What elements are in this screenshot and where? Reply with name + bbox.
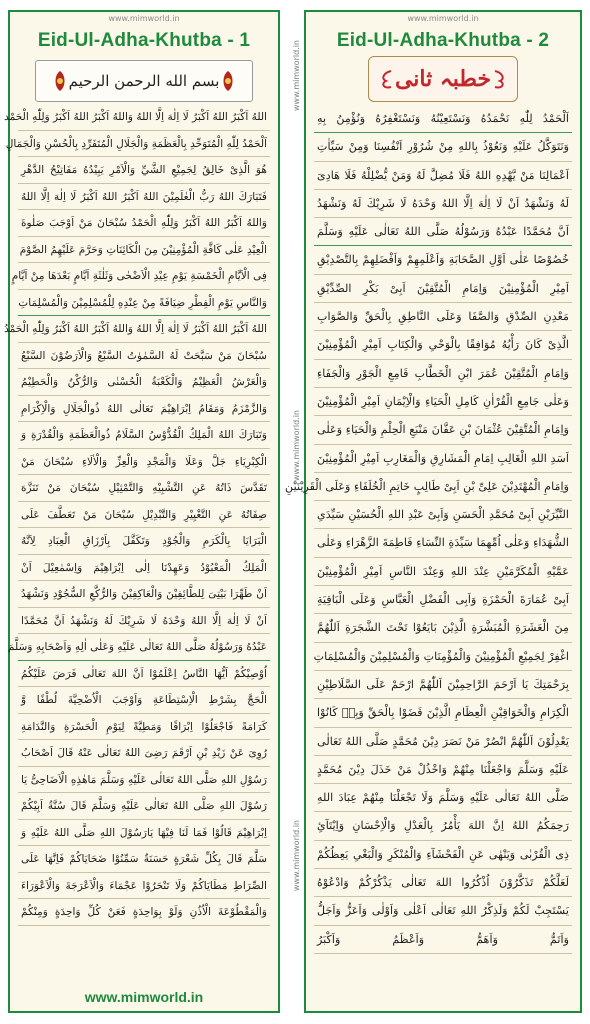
khutba-sani-text: خطبہ ثانی xyxy=(394,66,492,92)
khutba-1-title: Eid-Ul-Adha-Khutba - 1 xyxy=(37,30,251,51)
text-line: عَبْدُهُ وَرَسُوْلُهُ صَلَّى اللهُ تَعَالٰى عَلَيْهِ وَعَلٰى اٰلِهِ وَاَصْحَابِهِ وَسَلَّمَ xyxy=(18,634,270,661)
text-line: اَنَّ مُحَمَّدًا عَبْدُهُ وَرَسُوْلُهُ صَلَّى اللهُ تَعَالٰى عَلَيْهِ وَسَلَّمَ xyxy=(314,218,572,246)
text-line: هُوَ الَّذِىْ خَالِقُ لِجَمِيْعِ الشَّيِّ وَالْاَمْرِ يَبِيْدُهُ مَفَاتِيْحُ الدَّهْرِ xyxy=(18,157,270,184)
text-line: وَالْمَقْطُوْعَةَ الْاُذُنِ وَلَوْ بِوَاحِدَةٍ فَعَنْ كُلِّ وَاحِدَةٍ وَمِنْكُمْ xyxy=(18,899,270,926)
text-line: اَلْحَمْدُ لِلّٰهِ نَحْمَدُهُ وَنَسْتَعِيْنُهُ وَنَسْتَغْفِرُهُ وَنُؤْمِنُ بِهِ xyxy=(314,105,572,133)
khutba-sani-header xyxy=(368,56,518,102)
text-line: وَاللهُ اَكْبَرُ اللهُ اَكْبَرُ وَلِلّٰهِ الْحَمْدُ سُبْحَانَ مَنْ اَوْجَبَ صَلٰوةَ xyxy=(18,210,270,237)
khutba-1-panel xyxy=(4,10,280,1013)
text-line: عَمَّيْهِ الْمُكَرَّمَيْنِ عِنْدَ اللهِ وَعِنْدَ النَّاسِ اَمِيْرِ الْمُؤْمِنِيْنَ xyxy=(314,558,572,586)
text-line: لَهُ وَنَشْهَدُ اَنْ لَا اِلٰهَ اِلَّا اللهُ وَحْدَهُ لَا شَرِيْكَ لَهُ وَنَشْهَدُ xyxy=(314,190,572,218)
text-line: الَّذِىْ كَانَ رَأْيُهُ مُوَافِقًا بِالْوَحْىِ وَالْكِتَابِ اَمِيْرِ الْمُؤْمِنِيْنَ xyxy=(314,331,572,359)
text-line: وَالزَّمْزَمُ وَمَقَامُ اِبْرَاهِيْمَ تَعَالٰى اللهُ ذُوالْجَلَالِ وَالْاِكْرَامِ xyxy=(18,396,270,423)
text-line: رَسُوْلَ اللهِ صَلَّى اللهُ تَعَالٰى عَلَيْهِ وَسَلَّمَ قَالَ سُنَّةُ اَبِيْكُمْ xyxy=(18,793,270,820)
text-line: كَرَامَةً فَاجْعَلُوْا اِبْرَاقًا وَمَطِيَّةً لِيَوْمِ الْحَسْرَةِ وَالنَّدَامَةِ xyxy=(18,714,270,741)
text-line: الْكِبْرِيَاءِ جَلَّ وَعَلَا وَالْمَجْدِ وَالْعِزِّ وَالْاٰلَاءِ سُبْحَانَ مَنْ xyxy=(18,449,270,476)
text-line: الْعِيْدِ عَلٰى كَافَّةِ الْمُؤْمِنِيْنَ مِنَ الْكَائِنَاتِ وَحَرَّمَ عَلَيْهِمُ الصَّوْمَ xyxy=(18,237,270,264)
text-line: سَلَّمَ قَالَ بِكُلِّ شَعْرَةٍ حَسَنَةٌ سَمِّنُوْا ضَحَايَاكُمْ فَاِنَّهَا عَلَى xyxy=(18,846,270,873)
text-line: وَالنَّاسِ يَوْمِ الْفِطْرِ ضِيَافَةً مِنْ عِنْدِهِ لِلْمُسْلِمِيْنَ وَالْمُسْلِمَاتِ xyxy=(18,290,270,317)
text-line: اَنْ طَهِّرَا بَيْتِىَ لِلطَّائِفِيْنَ وَالْعَاكِفِيْنَ وَالرُّكَّعِ السُّجُوْدِ وَنَشْهَدُ xyxy=(18,581,270,608)
side-watermark: www.mimworld.in xyxy=(292,820,301,892)
bismillah-header xyxy=(35,60,253,102)
text-line: اَنْ لَا اِلٰهَ اِلَّا اللهُ وَحْدَهُ لَا شَرِيْكَ لَهُ وَنَشْهَدُ اَنَّ مُحَمَّدًا xyxy=(18,608,270,635)
top-watermark: www.mimworld.in xyxy=(108,14,180,23)
text-line: يَسْتَجِبْ لَكُمْ وَلَذِكْرُ اللهِ تَعَالٰى اَعْلٰى وَاَوْلٰى وَاَعَزُّ وَاَجَلُّ xyxy=(314,897,572,925)
text-line: اللهُ اَكْبَرُ اللهُ اَكْبَرُ لَا اِلٰهَ اِلَّا اللهُ وَاللهُ اَكْبَرُ اللهُ اَكْبَرُ وَلِلّٰهِ الْحَمْدُ xyxy=(18,316,270,343)
text-line: مِنَ الْعَشَرَةِ الْمُبَشَّرَةِ الَّذِيْنَ بَايَعُوْا تَحْتَ الشَّجَرَةِ اَللّٰهُمَّ xyxy=(314,614,572,642)
text-line: الْمَلِكُ الْمَعْبُوْدُ وَعَهِدْنَا اِلٰى اِبْرَاهِيْمَ وَاِسْمٰعِيْلَ اَنْ xyxy=(18,555,270,582)
text-line: وَنَتَوَكَّلُ عَلَيْهِ وَنَعُوْذُ بِاللهِ مِنْ شُرُوْرِ اَنْفُسِنَا وَمِنْ سَيِّاٰتِ xyxy=(314,133,572,161)
text-line: الْحَجَّ بِشَرْطِ الْاِسْتِطَاعَةِ وَاَوْجَبَ الْاُضْحِيَّةَ لُطْفًا وَّ xyxy=(18,687,270,714)
text-line: بِرَحْمَتِكَ يَا اَرْحَمَ الرَّاحِمِيْنَ اَللّٰهُمَّ ارْحَمْ عَلَى السَّلَاطِيْنِ xyxy=(314,671,572,699)
text-line: اغْفِرْ لِجَمِيْعِ الْمُؤْمِنِيْنَ وَالْمُؤْمِنَاتِ وَالْمُسْلِمِيْنَ وَالْمُسْلِمَاتِ xyxy=(314,643,572,671)
text-line: اَعْمَالِنَا مَنْ يَّهْدِهِ اللهُ فَلَا مُضِلَّ لَهُ وَمَنْ يُّضْلِلْهُ فَلَا هَادِىَ xyxy=(314,162,572,190)
text-line: اَسَدِ اللهِ الْغَالِبِ اِمَامِ الْمَشَارِقِ وَالْمَغَارِبِ اَمِيْرِ الْمُؤْمِنِيْنَ xyxy=(314,445,572,473)
text-line: النَّيِّرَيْنِ اَبِىْ مُحَمَّدِ الْحَسَنِ وَاَبِىْ عَبْدِ اللهِ الْحُسَيْنِ سَيِّدَىِ xyxy=(314,501,572,529)
text-line: وَاِمَامِ الْمُتَّقِيْنَ عُثْمَانَ بْنِ عَفَّانَ مَنْبَعِ الْحِلْمِ وَالْحَيَاءِ وَعَلٰى xyxy=(314,416,572,444)
text-line: تَقَدَّسَ ذَاتُهُ عَنِ التَّشْبِيْهِ وَالتَّمْثِيْلِ سُبْحَانَ مَنْ تَنَزَّهَ xyxy=(18,475,270,502)
text-line: مَعْدِنِ الصِّدْقِ وَالصَّفَا وَعَلَى النَّاطِقِ بِالْحَقِّ وَالصَّوَابِ xyxy=(314,303,572,331)
text-line: الشُّهَدَاءِ وَعَلٰى اُمِّهِمَا سَيِّدَةِ النِّسَاءِ فَاطِمَةَ الزَّهْرَاءِ وَعَلٰى xyxy=(314,529,572,557)
text-line: اَمِيْرِ الْمُؤْمِنِيْنَ وَاِمَامِ الْمُتَّقِيْنَ اَبِىْ بَكْرِ الصِّدِّيْقِ xyxy=(314,275,572,303)
text-line: الْبَرَايَا بِالْكَرَمِ وَالْجُوْدِ وَتَكَفَّلَ بِاَرْزَاقِ الْعِبَادِ لِاَنَّهُ xyxy=(18,528,270,555)
text-line: رَسُوْلِ اللهِ صَلَّى اللهُ تَعَالٰى عَلَيْهِ وَسَلَّمَ مَاهٰذِهِ الْاَضَاحِىُّ يَا xyxy=(18,767,270,794)
side-watermark: www.mimworld.in xyxy=(292,40,301,112)
text-line: خُصُوْصًا عَلٰى اَوَّلِ الصَّحَابَةِ وَاَعْلَمِهِمْ وَاَفْضَلِهِمْ بِالتَّصْدِيْقِ xyxy=(314,246,572,274)
text-line: رُوِىَ عَنْ زَيْدِ بْنِ اَرْقَمَ رَضِىَ اللهُ تَعَالٰى عَنْهُ قَالَ اَصْحَابُ xyxy=(18,740,270,767)
text-line: وَاِمَامِ الْمُهْتَدِيْنَ عَلِىِّ بْنِ اَبِىْ طَالِبٍ خَاتِمِ الْخُلَفَاءِ وَعَلَى الْقَرِيْنَيْنِ xyxy=(314,473,572,501)
text-line: اُوْصِيْكُمْ اَيُّهَا النَّاسُ اِعْلَمُوْا اَنَّ اللهَ تَعَالٰى فَرَضَ عَلَيْكُمُ xyxy=(18,661,270,688)
text-line: الصِّرَاطِ مَطَايَاكُمْ وَلَا تَنْحَرُوْا عَجْمَاءَ وَالْاَعْرَجَةَ وَالْاَعْوَرَاءَ xyxy=(18,873,270,900)
text-line: الْكِرَامِ وَالْخَوَاقِيْنِ الْعِظَامِ الَّذِيْنَ قَضَوْا بِالْحَقِّ وَبِهٖ كَانُوْا xyxy=(314,699,572,727)
right-flourish-icon xyxy=(219,69,237,93)
text-line: رَحِمَكُمُ اللهُ اِنَّ اللهَ يَأْمُرُ بِالْعَدْلِ وَالْاِحْسَانِ وَاِيْتَآئِ xyxy=(314,812,572,840)
text-line: سُبْحَانَ مَنْ سَبَّحَتْ لَهُ السَّمٰوٰتُ السَّبْعُ وَالْاَرَضُوْنَ السَّبْعُ xyxy=(18,343,270,370)
text-line: وَاِمَامِ الْمُتَّقِيْنَ عُمَرَ ابْنِ الْخَطَّابِ قَامِعِ الْجَوْرِ وَالْجَفَاءِ xyxy=(314,360,572,388)
text-line: اللهُ اَكْبَرُ اللهُ اَكْبَرُ لَا اِلٰهَ اِلَّا اللهُ وَاللهُ اَكْبَرُ اللهُ اَكْبَرُ وَلِلّٰهِ الْحَمْد xyxy=(18,104,270,131)
left-flourish-icon xyxy=(377,67,395,91)
khutba-1-text-lines xyxy=(4,104,270,926)
footer-website: www.mimworld.in xyxy=(84,989,204,1005)
bismillah-text: بسم الله الرحمن الرحيم xyxy=(68,72,220,90)
text-line: لَعَلَّكُمْ تَذَكَّرُوْنَ اُذْكُرُوا اللهَ تَعَالٰى يَذْكُرْكُمْ وَادْعُوْهُ xyxy=(314,869,572,897)
text-line: صِفَاتُهُ عَنِ التَّغْيِيْرِ وَالتَّبْدِيْلِ سُبْحَانَ مَنْ تَعَطَّفَ عَلَى xyxy=(18,502,270,529)
top-watermark: www.mimworld.in xyxy=(407,14,479,23)
text-line: فَتَبَارَكَ اللهُ رَبُّ الْعٰلَمِيْنَ اللهُ اَكْبَرُ اللهُ اَكْبَرُ لَا اِلٰهَ اِلَّا اللهُ xyxy=(18,184,270,211)
side-watermark: www.mimworld.in xyxy=(292,410,301,482)
text-line: اَبِىْ عُمَارَةَ الْحَمْزَةِ وَاَبِى الْفَضْلِ الْعَبَّاسِ وَعَلَى الْبَاقِيَةِ xyxy=(314,586,572,614)
text-line: وَعَلٰى جَامِعِ الْقُرْاٰنِ كَامِلِ الْحَيَاءِ وَالْاِيْمَانِ اَمِيْرِ الْمُؤْمِنِيْنَ xyxy=(314,388,572,416)
khutba-2-title: Eid-Ul-Adha-Khutba - 2 xyxy=(336,30,550,51)
text-line: ذِى الْقُرْبٰى وَيَنْهٰى عَنِ الْفَحْشَآءِ وَالْمُنْكَرِ وَالْبَغْىِ يَعِظُكُمْ xyxy=(314,841,572,869)
text-line: اَلْحَمْدُ لِلّٰهِ الْمُتَوَحِّدِ بِالْعَظَمَةِ وَالْجَلَالِ الْمُتَفَرِّدِ بِالْحُسْنِ وَالْجَمَالِ xyxy=(18,131,270,158)
left-flourish-icon xyxy=(51,69,69,93)
text-line: وَتَبَارَكَ اللهُ الْمَلِكُ الْقُدُّوْسُ السَّلَامُ ذُوالْعَظَمَةِ وَالْقُدْرَةِ وَ xyxy=(18,422,270,449)
khutba-2-panel xyxy=(285,10,582,1013)
text-line: فِى الْاَيَّامِ الْخَمْسَةِ يَوْمِ عِيْدِ الْاَضْحٰى وَثَلٰثَةِ اَيَّامٍ بَعْدَهَا مِنْ اَيَّامٍ xyxy=(18,263,270,290)
right-flourish-icon xyxy=(491,67,509,91)
text-line: وَالْعَرْشُ الْعَظِيْمُ وَالْكَعْبَةُ الْحُسْنٰى وَالرُّكْنُ وَالْحَطِيْمُ xyxy=(18,369,270,396)
text-line: صَلَّى اللهُ تَعَالٰى عَلَيْهِ وَسَلَّمَ وَلَا تَجْعَلْنَا مِنْهُمْ عِبَادَ اللهِ xyxy=(314,784,572,812)
text-line: يَعْدِلُوْنَ اَللّٰهُمَّ انْصُرْ مَنْ نَصَرَ دِيْنَ مُحَمَّدٍ صَلَّى اللهُ تَعَالٰى xyxy=(314,728,572,756)
text-line: اِبْرَاهِيْمَ قَالُوْا فَمَا لَنَا فِيْهَا يَارَسُوْلَ اللهِ صَلَّى اللهُ عَلَيْهِ وَ xyxy=(18,820,270,847)
text-line: وَاَتَمُّ وَاَهَمُّ وَاَعْظَمُ وَاَكْبَرُ xyxy=(314,926,572,954)
text-line: عَلَيْهِ وَسَلَّمَ وَاجْعَلْنَا مِنْهُمْ وَاخْذُلْ مَنْ خَذَلَ دِيْنَ مُحَمَّدٍ xyxy=(314,756,572,784)
